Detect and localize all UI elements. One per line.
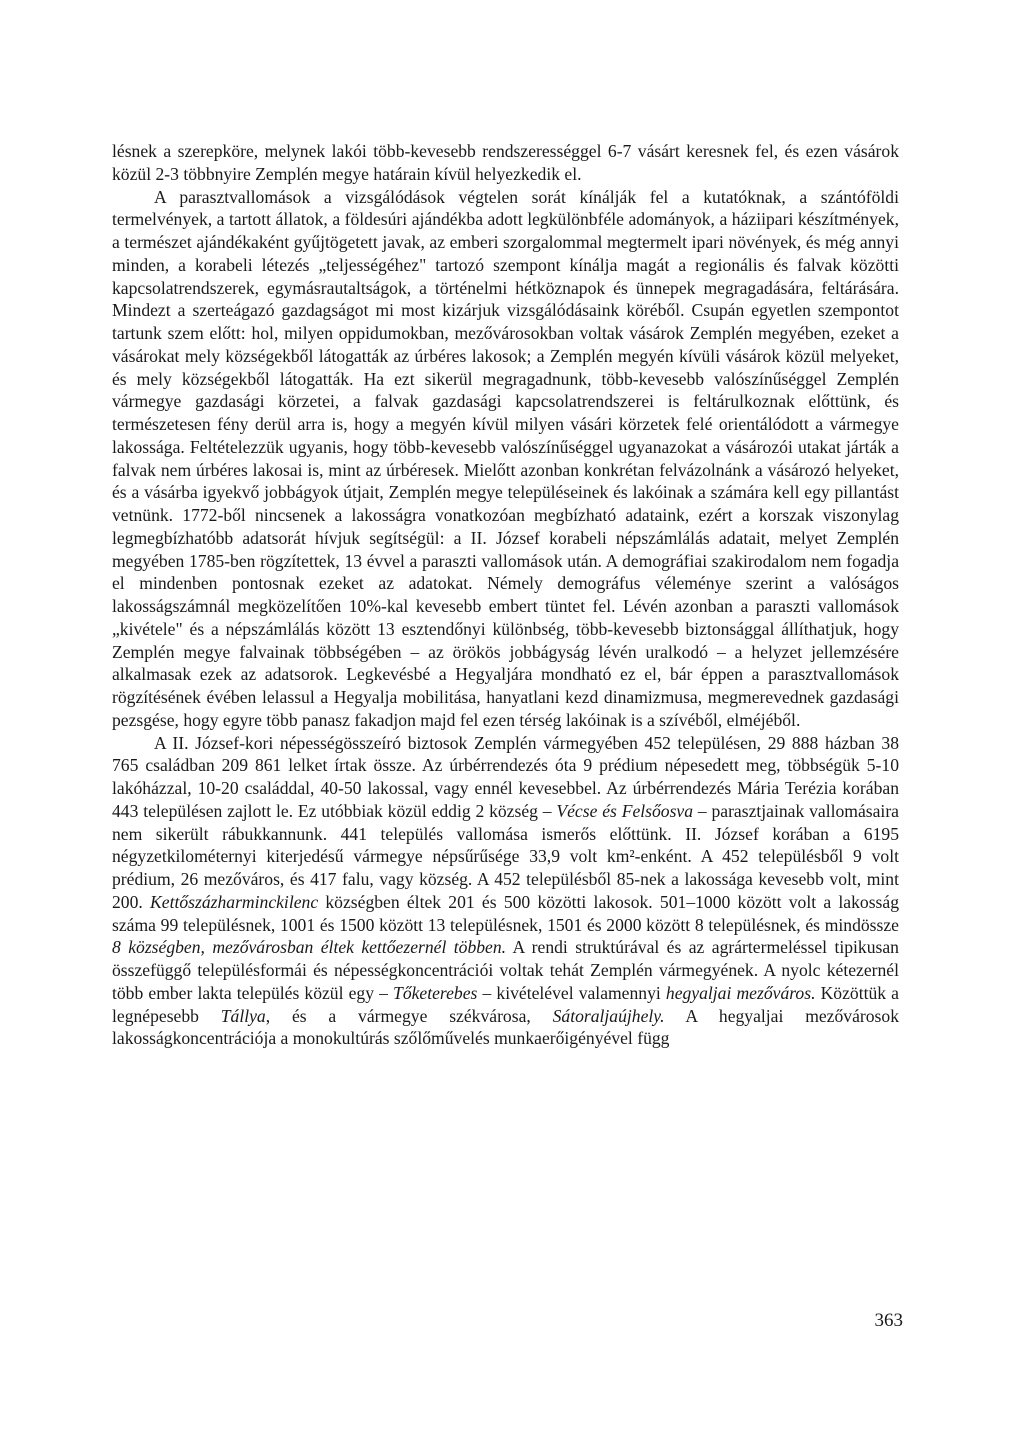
page-number: 363 — [874, 1310, 903, 1331]
text-run: A rendi struktúrával és az agrártermeléssel tipikusan összefüggő településformái és népességkoncentrációi voltak tehát Zemplén vármegyének. A nyolc kétezernél több ember lakta település közül egy – — [112, 937, 899, 1003]
text-run: községben éltek 201 és 500 közötti lakosok. 501–1000 között volt a lakosság száma 99 településnek, 1001 és 1500 között 13 településnek, 1501 és 2000 között 8 településnek, és mindössze — [112, 891, 900, 935]
text-run: – parasztjainak vallomásaira nem sikerült rábukkannunk. 441 település vallomása ismerős előttünk. II. József korában a 6195 négyzetkilométernyi kiterjedésű vármegye népsűrűsége 33,9 volt km²-enként. A 452 településből 9 volt prédium, 26 mezőváros, és 417 falu, vagy község. A 452 településből 85-nek a lakossága kevesebb volt, mint 200. — [112, 800, 899, 912]
italic-text: Vécse és Felsőosva — [556, 800, 694, 821]
italic-text: Kettőszázharminckilenc — [150, 891, 319, 912]
text-run: Közöttük a legnépesebb — [112, 982, 899, 1026]
paragraph — [112, 732, 899, 1051]
text-run: , és a vármegye székvárosa, — [265, 1005, 553, 1026]
italic-text: Tőketerebes — [393, 982, 478, 1003]
body-text — [112, 140, 899, 1050]
text-run: A II. József-kori népességösszeíró biztosok Zemplén vármegyében 452 településen, 29 888 házban 38 765 családban 209 861 lelket írtak össze. Az úrbérrendezés óta 9 prédium népesedett meg, többségük 5-10 lakóházzal, 10-20 családdal, 40-50 lakossal, vagy ennél kevesebbel. Az úrbérrendezés Mária Terézia korában 443 településen zajlott le. Ez utóbbiak közül eddig 2 község – — [112, 732, 899, 821]
paragraph — [112, 140, 899, 186]
italic-text: 8 községben, mezővárosban éltek kettőezernél többen. — [112, 937, 507, 958]
italic-text: hegyaljai mezőváros. — [665, 982, 816, 1003]
text-run: lésnek a szerepköre, melynek lakói több-kevesebb rendszerességgel 6-7 vásárt keresnek fel, és ezen vásárok közül 2-3 többnyire Zemplén megye határain kívül helyezkedik el. — [112, 141, 899, 184]
paragraph — [112, 186, 899, 732]
text-run: A parasztvallomások a vizsgálódások végtelen sorát kínálják fel a kutatóknak, a szántóföldi termelvények, a tartott állatok, a földesúri ajándékba adott legkülönbféle adományok, a háziipari készítmények, a természet ajándékaként gyűjtögetett javak, az emberi szorgalommal megtermelt ipari növények, és még annyi minden, a korabeli létezés „teljességéhez" tartozó szempont kínálja magát a regionális és falvak közötti kapcsolatrendszerek, egymásrautaltságok, a történelmi hétköznapok és ünnepek megragadására, feltárására. Mindezt a szerteágazó gazdagságot mi most kizárjuk vizsgálódásaink köréből. Csupán egyetlen szempontot tartunk szem előtt: hol, milyen oppidumokban, mezővárosokban voltak vásárok Zemplén megyében, ezeket a vásárokat mely községekből látogatták az úrbéres lakosok; a Zemplén megyén kívüli vásárok közül melyeket, és mely községekből látogatták. Ha ezt sikerül megragadnunk, több-kevesebb valószínűséggel Zemplén vármegye gazdasági körzetei, a falvak gazdasági kapcsolatrendszerei is feltárulkoznak előttünk, és természetesen fény derül arra is, hogy a megyén kívül milyen vásári körzetek felé orientálódott a vármegye lakossága. Feltételezzük ugyanis, hogy több-kevesebb valószínűséggel ugyanazokat a vásározói utakat járták a falvak nem úrbéres lakosai is, mint az úrbéresek. Mielőtt azonban konkrétan felvázolnánk a vásározó helyeket, és a vásárba igyekvő jobbágyok útjait, Zemplén megye településeinek és lakóinak a számára kell egy pillantást vetnünk. 1772-ből nincsenek a lakosságra vonatkozóan megbízható adataink, ezért a korszak viszonylag legmegbízhatóbb adatsorát hívjuk segítségül: a II. József korabeli népszámlálás adatait, melyet Zemplén megyében 1785-ben rögzítettek, 13 évvel a paraszti vallomások után. A demográfiai szakirodalom nem fogadja el mindenben pontosnak ezeket az adatokat. Némely demográfus véleménye szerint a valóságos lakosságszámnál megközelítően 10%-kal kevesebb embert tüntet fel. Lévén azonban a paraszti vallomások „kivétele" és a népszámlálás között 13 esztendőnyi különbség, több-kevesebb biztonsággal állíthatjuk, hogy Zemplén megye falvainak többségében – az örökös jobbágyság lévén uralkodó – a helyzet jellemzésére alkalmasak ezek az adatsorok. Legkevésbé a Hegyaljára mondható ez el, bár éppen a parasztvallomások rögzítésének évében lelassul a Hegyalja mobilitása, hanyatlani kezd dinamizmusa, megmerevednek gazdasági pezsgése, hogy egyre több panasz fakadjon majd fel ezen térség lakóinak is a szívéből, elméjéből. — [112, 186, 899, 730]
text-run: A hegyaljai mezővárosok lakosságkoncentrációja a monokultúrás szőlőművelés munkaerőigényével függ — [112, 1005, 899, 1049]
italic-text: Tállya — [220, 1005, 266, 1026]
text-run: – kivételével valamennyi — [477, 982, 666, 1003]
italic-text: Sátoraljaújhely. — [552, 1005, 665, 1026]
